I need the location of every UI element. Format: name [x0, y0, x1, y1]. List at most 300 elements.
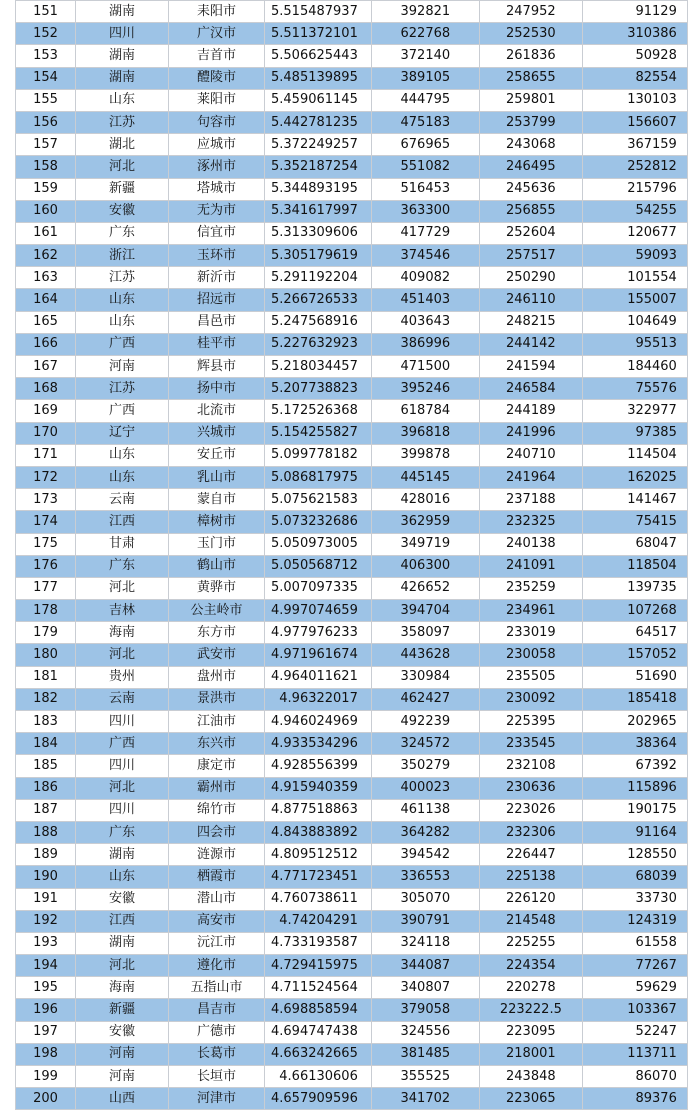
ranking-table: [15, 0, 688, 1110]
city-cell: 鹤山市: [169, 555, 265, 577]
rank-cell: 173: [16, 489, 76, 511]
rank-cell: 155: [16, 89, 76, 111]
score-cell: 4.915940359: [265, 777, 372, 799]
city-cell: 玉门市: [169, 533, 265, 555]
province-cell: 江苏: [76, 111, 169, 133]
table-row: [16, 245, 688, 267]
value1-cell: 330984: [371, 666, 479, 688]
table-row: [16, 799, 688, 821]
value3-cell: 61558: [582, 932, 687, 954]
score-cell: 4.771723451: [265, 866, 372, 888]
city-cell: 乳山市: [169, 466, 265, 488]
city-cell: 无为市: [169, 200, 265, 222]
city-cell: 耒阳市: [169, 1, 265, 23]
score-cell: 4.964011621: [265, 666, 372, 688]
province-cell: 河北: [76, 644, 169, 666]
city-cell: 四会市: [169, 821, 265, 843]
province-cell: 云南: [76, 688, 169, 710]
value2-cell: 230636: [479, 777, 582, 799]
value1-cell: 372140: [371, 45, 479, 67]
value2-cell: 214548: [479, 910, 582, 932]
score-cell: 5.344893195: [265, 178, 372, 200]
province-cell: 安徽: [76, 888, 169, 910]
value2-cell: 225395: [479, 711, 582, 733]
province-cell: 甘肃: [76, 533, 169, 555]
province-cell: 安徽: [76, 200, 169, 222]
rank-cell: 196: [16, 999, 76, 1021]
province-cell: 山东: [76, 311, 169, 333]
value3-cell: 367159: [582, 134, 687, 156]
city-cell: 康定市: [169, 755, 265, 777]
value2-cell: 241964: [479, 466, 582, 488]
rank-cell: 198: [16, 1043, 76, 1065]
rank-cell: 171: [16, 444, 76, 466]
score-cell: 5.291192204: [265, 267, 372, 289]
province-cell: 山东: [76, 289, 169, 311]
value1-cell: 394704: [371, 600, 479, 622]
value3-cell: 114504: [582, 444, 687, 466]
value3-cell: 215796: [582, 178, 687, 200]
value3-cell: 190175: [582, 799, 687, 821]
table-row: [16, 932, 688, 954]
score-cell: 5.218034457: [265, 356, 372, 378]
value2-cell: 223095: [479, 1021, 582, 1043]
value3-cell: 77267: [582, 955, 687, 977]
value3-cell: 115896: [582, 777, 687, 799]
table-row: [16, 866, 688, 888]
table-row: [16, 622, 688, 644]
value1-cell: 324118: [371, 932, 479, 954]
value1-cell: 445145: [371, 466, 479, 488]
value2-cell: 241091: [479, 555, 582, 577]
province-cell: 河南: [76, 356, 169, 378]
table-row: [16, 844, 688, 866]
score-cell: 4.760738611: [265, 888, 372, 910]
value1-cell: 358097: [371, 622, 479, 644]
city-cell: 扬中市: [169, 378, 265, 400]
score-cell: 5.511372101: [265, 23, 372, 45]
score-cell: 4.74204291: [265, 910, 372, 932]
city-cell: 潜山市: [169, 888, 265, 910]
value2-cell: 233545: [479, 733, 582, 755]
table-row: [16, 311, 688, 333]
table-row: [16, 178, 688, 200]
province-cell: 新疆: [76, 999, 169, 1021]
province-cell: 湖南: [76, 45, 169, 67]
value3-cell: 97385: [582, 422, 687, 444]
value2-cell: 223065: [479, 1088, 582, 1110]
province-cell: 湖南: [76, 932, 169, 954]
table-row: [16, 733, 688, 755]
value3-cell: 59093: [582, 245, 687, 267]
rank-cell: 166: [16, 333, 76, 355]
table-row: [16, 955, 688, 977]
rank-cell: 184: [16, 733, 76, 755]
value3-cell: 155007: [582, 289, 687, 311]
province-cell: 湖南: [76, 1, 169, 23]
city-cell: 长葛市: [169, 1043, 265, 1065]
value3-cell: 54255: [582, 200, 687, 222]
score-cell: 5.154255827: [265, 422, 372, 444]
table-row: [16, 977, 688, 999]
table-row: [16, 378, 688, 400]
value1-cell: 451403: [371, 289, 479, 311]
score-cell: 5.459061145: [265, 89, 372, 111]
value2-cell: 240138: [479, 533, 582, 555]
score-cell: 4.877518863: [265, 799, 372, 821]
city-cell: 招远市: [169, 289, 265, 311]
value3-cell: 91129: [582, 1, 687, 23]
city-cell: 塔城市: [169, 178, 265, 200]
value1-cell: 462427: [371, 688, 479, 710]
value1-cell: 516453: [371, 178, 479, 200]
value3-cell: 75415: [582, 511, 687, 533]
city-cell: 昌吉市: [169, 999, 265, 1021]
rank-cell: 197: [16, 1021, 76, 1043]
score-cell: 5.266726533: [265, 289, 372, 311]
table-row: [16, 1, 688, 23]
value1-cell: 349719: [371, 533, 479, 555]
value3-cell: 89376: [582, 1088, 687, 1110]
value2-cell: 257517: [479, 245, 582, 267]
value1-cell: 386996: [371, 333, 479, 355]
value2-cell: 220278: [479, 977, 582, 999]
score-cell: 4.928556399: [265, 755, 372, 777]
score-cell: 5.506625443: [265, 45, 372, 67]
score-cell: 5.050973005: [265, 533, 372, 555]
score-cell: 5.227632923: [265, 333, 372, 355]
score-cell: 5.007097335: [265, 577, 372, 599]
value2-cell: 230058: [479, 644, 582, 666]
city-cell: 醴陵市: [169, 67, 265, 89]
rank-cell: 168: [16, 378, 76, 400]
rank-cell: 170: [16, 422, 76, 444]
value2-cell: 224354: [479, 955, 582, 977]
value3-cell: 33730: [582, 888, 687, 910]
value2-cell: 243848: [479, 1066, 582, 1088]
province-cell: 广东: [76, 821, 169, 843]
city-cell: 绵竹市: [169, 799, 265, 821]
value2-cell: 223222.5: [479, 999, 582, 1021]
value3-cell: 162025: [582, 466, 687, 488]
score-cell: 4.657909596: [265, 1088, 372, 1110]
score-cell: 4.843883892: [265, 821, 372, 843]
score-cell: 5.172526368: [265, 400, 372, 422]
value3-cell: 120677: [582, 222, 687, 244]
table-row: [16, 777, 688, 799]
score-cell: 4.971961674: [265, 644, 372, 666]
rank-cell: 175: [16, 533, 76, 555]
value3-cell: 107268: [582, 600, 687, 622]
city-cell: 遵化市: [169, 955, 265, 977]
rank-cell: 181: [16, 666, 76, 688]
province-cell: 吉林: [76, 600, 169, 622]
value2-cell: 245636: [479, 178, 582, 200]
value3-cell: 86070: [582, 1066, 687, 1088]
score-cell: 4.96322017: [265, 688, 372, 710]
table-body: [16, 1, 688, 1110]
rank-cell: 159: [16, 178, 76, 200]
value3-cell: 157052: [582, 644, 687, 666]
table-row: [16, 89, 688, 111]
rank-cell: 153: [16, 45, 76, 67]
value3-cell: 67392: [582, 755, 687, 777]
score-cell: 5.050568712: [265, 555, 372, 577]
value1-cell: 394542: [371, 844, 479, 866]
city-cell: 兴城市: [169, 422, 265, 444]
city-cell: 信宜市: [169, 222, 265, 244]
city-cell: 辉县市: [169, 356, 265, 378]
value1-cell: 443628: [371, 644, 479, 666]
city-cell: 江油市: [169, 711, 265, 733]
score-cell: 5.372249257: [265, 134, 372, 156]
city-cell: 樟树市: [169, 511, 265, 533]
value2-cell: 225138: [479, 866, 582, 888]
rank-cell: 157: [16, 134, 76, 156]
rank-cell: 192: [16, 910, 76, 932]
rank-cell: 188: [16, 821, 76, 843]
value3-cell: 101554: [582, 267, 687, 289]
value3-cell: 91164: [582, 821, 687, 843]
province-cell: 山西: [76, 1088, 169, 1110]
value3-cell: 52247: [582, 1021, 687, 1043]
province-cell: 山东: [76, 444, 169, 466]
table-row: [16, 755, 688, 777]
value1-cell: 471500: [371, 356, 479, 378]
value1-cell: 461138: [371, 799, 479, 821]
city-cell: 桂平市: [169, 333, 265, 355]
value1-cell: 417729: [371, 222, 479, 244]
province-cell: 浙江: [76, 245, 169, 267]
value3-cell: 141467: [582, 489, 687, 511]
value3-cell: 95513: [582, 333, 687, 355]
score-cell: 5.485139895: [265, 67, 372, 89]
value2-cell: 252604: [479, 222, 582, 244]
value3-cell: 139735: [582, 577, 687, 599]
rank-cell: 190: [16, 866, 76, 888]
rank-cell: 189: [16, 844, 76, 866]
score-cell: 4.977976233: [265, 622, 372, 644]
value1-cell: 389105: [371, 67, 479, 89]
rank-cell: 156: [16, 111, 76, 133]
province-cell: 江西: [76, 511, 169, 533]
province-cell: 新疆: [76, 178, 169, 200]
table-row: [16, 67, 688, 89]
city-cell: 霸州市: [169, 777, 265, 799]
table-row: [16, 666, 688, 688]
rank-cell: 163: [16, 267, 76, 289]
rank-cell: 164: [16, 289, 76, 311]
value3-cell: 118504: [582, 555, 687, 577]
value3-cell: 310386: [582, 23, 687, 45]
rank-cell: 178: [16, 600, 76, 622]
value1-cell: 324556: [371, 1021, 479, 1043]
value2-cell: 235259: [479, 577, 582, 599]
value3-cell: 68039: [582, 866, 687, 888]
table-row: [16, 134, 688, 156]
rank-cell: 183: [16, 711, 76, 733]
value3-cell: 322977: [582, 400, 687, 422]
value2-cell: 230092: [479, 688, 582, 710]
province-cell: 山东: [76, 466, 169, 488]
city-cell: 应城市: [169, 134, 265, 156]
value2-cell: 243068: [479, 134, 582, 156]
score-cell: 5.075621583: [265, 489, 372, 511]
city-cell: 五指山市: [169, 977, 265, 999]
table-row: [16, 511, 688, 533]
province-cell: 河北: [76, 577, 169, 599]
province-cell: 河南: [76, 1066, 169, 1088]
rank-cell: 182: [16, 688, 76, 710]
value1-cell: 403643: [371, 311, 479, 333]
value2-cell: 250290: [479, 267, 582, 289]
rank-cell: 177: [16, 577, 76, 599]
value3-cell: 51690: [582, 666, 687, 688]
value2-cell: 253799: [479, 111, 582, 133]
value2-cell: 261836: [479, 45, 582, 67]
value1-cell: 428016: [371, 489, 479, 511]
value3-cell: 124319: [582, 910, 687, 932]
score-cell: 5.352187254: [265, 156, 372, 178]
rank-cell: 154: [16, 67, 76, 89]
city-cell: 栖霞市: [169, 866, 265, 888]
value2-cell: 226120: [479, 888, 582, 910]
value3-cell: 64517: [582, 622, 687, 644]
province-cell: 湖北: [76, 134, 169, 156]
province-cell: 河南: [76, 1043, 169, 1065]
city-cell: 玉环市: [169, 245, 265, 267]
value2-cell: 258655: [479, 67, 582, 89]
table-row: [16, 444, 688, 466]
value2-cell: 223026: [479, 799, 582, 821]
rank-cell: 186: [16, 777, 76, 799]
city-cell: 涿州市: [169, 156, 265, 178]
score-cell: 5.086817975: [265, 466, 372, 488]
value2-cell: 232306: [479, 821, 582, 843]
province-cell: 四川: [76, 755, 169, 777]
city-cell: 河津市: [169, 1088, 265, 1110]
province-cell: 河北: [76, 955, 169, 977]
value3-cell: 103367: [582, 999, 687, 1021]
value1-cell: 341702: [371, 1088, 479, 1110]
rank-cell: 195: [16, 977, 76, 999]
value1-cell: 381485: [371, 1043, 479, 1065]
value1-cell: 305070: [371, 888, 479, 910]
value3-cell: 128550: [582, 844, 687, 866]
city-cell: 沅江市: [169, 932, 265, 954]
rank-cell: 180: [16, 644, 76, 666]
table-row: [16, 1021, 688, 1043]
province-cell: 广西: [76, 733, 169, 755]
score-cell: 5.515487937: [265, 1, 372, 23]
value1-cell: 324572: [371, 733, 479, 755]
table-row: [16, 111, 688, 133]
rank-cell: 185: [16, 755, 76, 777]
value1-cell: 362959: [371, 511, 479, 533]
value1-cell: 340807: [371, 977, 479, 999]
city-cell: 涟源市: [169, 844, 265, 866]
table-row: [16, 577, 688, 599]
value2-cell: 241594: [479, 356, 582, 378]
rank-cell: 193: [16, 932, 76, 954]
score-cell: 4.66130606: [265, 1066, 372, 1088]
score-cell: 4.694747438: [265, 1021, 372, 1043]
table-row: [16, 555, 688, 577]
value2-cell: 252530: [479, 23, 582, 45]
city-cell: 句容市: [169, 111, 265, 133]
value3-cell: 59629: [582, 977, 687, 999]
table-row: [16, 533, 688, 555]
table-row: [16, 821, 688, 843]
rank-cell: 167: [16, 356, 76, 378]
value1-cell: 426652: [371, 577, 479, 599]
province-cell: 贵州: [76, 666, 169, 688]
province-cell: 河北: [76, 156, 169, 178]
province-cell: 湖南: [76, 844, 169, 866]
province-cell: 河北: [76, 777, 169, 799]
province-cell: 江苏: [76, 267, 169, 289]
city-cell: 东兴市: [169, 733, 265, 755]
province-cell: 安徽: [76, 1021, 169, 1043]
score-cell: 4.663242665: [265, 1043, 372, 1065]
city-cell: 公主岭市: [169, 600, 265, 622]
value2-cell: 244189: [479, 400, 582, 422]
city-cell: 广德市: [169, 1021, 265, 1043]
table-row: [16, 333, 688, 355]
city-cell: 蒙自市: [169, 489, 265, 511]
province-cell: 四川: [76, 23, 169, 45]
table-row: [16, 422, 688, 444]
table-row: [16, 644, 688, 666]
province-cell: 山东: [76, 89, 169, 111]
value2-cell: 246495: [479, 156, 582, 178]
value2-cell: 234961: [479, 600, 582, 622]
table-row: [16, 222, 688, 244]
value3-cell: 104649: [582, 311, 687, 333]
table-row: [16, 356, 688, 378]
value1-cell: 395246: [371, 378, 479, 400]
table-row: [16, 688, 688, 710]
score-cell: 5.442781235: [265, 111, 372, 133]
value1-cell: 618784: [371, 400, 479, 422]
value3-cell: 130103: [582, 89, 687, 111]
value1-cell: 355525: [371, 1066, 479, 1088]
table-row: [16, 888, 688, 910]
score-cell: 5.341617997: [265, 200, 372, 222]
value1-cell: 344087: [371, 955, 479, 977]
value2-cell: 247952: [479, 1, 582, 23]
table-row: [16, 999, 688, 1021]
value2-cell: 246584: [479, 378, 582, 400]
score-cell: 4.933534296: [265, 733, 372, 755]
rank-cell: 179: [16, 622, 76, 644]
value3-cell: 68047: [582, 533, 687, 555]
city-cell: 莱阳市: [169, 89, 265, 111]
rank-cell: 162: [16, 245, 76, 267]
value1-cell: 399878: [371, 444, 479, 466]
score-cell: 5.247568916: [265, 311, 372, 333]
rank-cell: 160: [16, 200, 76, 222]
value1-cell: 492239: [371, 711, 479, 733]
city-cell: 昌邑市: [169, 311, 265, 333]
value3-cell: 185418: [582, 688, 687, 710]
value3-cell: 113711: [582, 1043, 687, 1065]
rank-cell: 176: [16, 555, 76, 577]
value2-cell: 232325: [479, 511, 582, 533]
table-row: [16, 910, 688, 932]
city-cell: 广汉市: [169, 23, 265, 45]
rank-cell: 151: [16, 1, 76, 23]
